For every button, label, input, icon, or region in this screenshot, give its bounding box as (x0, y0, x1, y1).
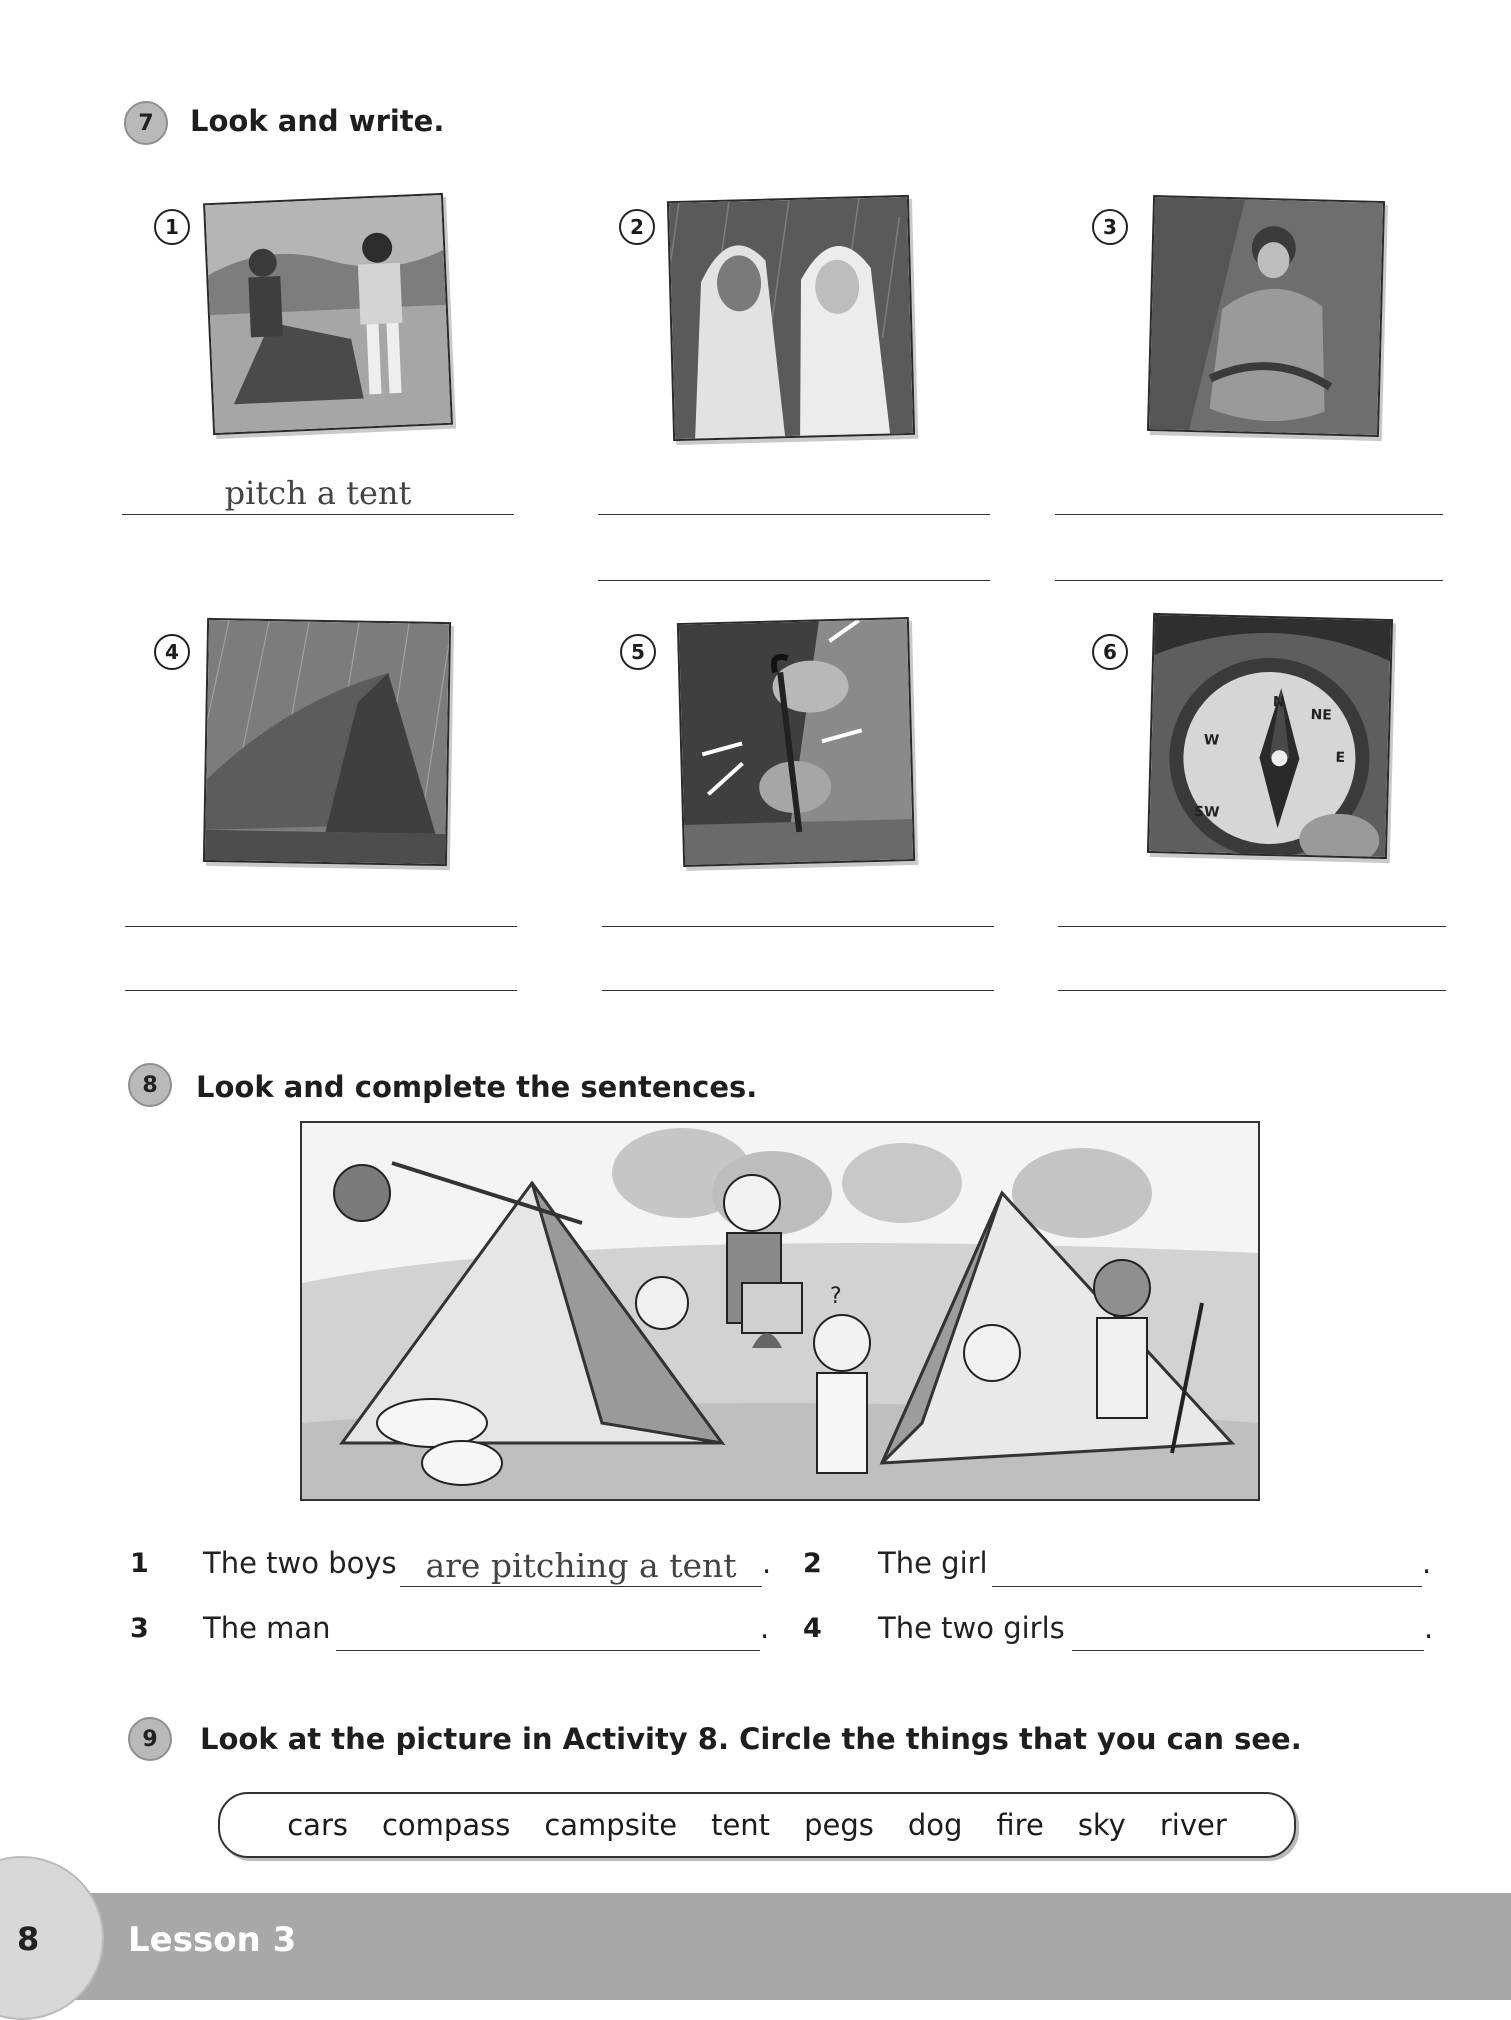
word-compass[interactable]: compass (381, 1808, 511, 1842)
sentence-2-line (992, 1586, 1422, 1587)
sentence-1-answer: are pitching a tent (425, 1546, 737, 1585)
answer-1: pitch a tent (224, 474, 412, 512)
sentence-number-1: 1 (130, 1548, 149, 1579)
sentence-1-line (400, 1586, 762, 1587)
answer-line-6a (1058, 926, 1446, 927)
sentence-2-end: . (1422, 1546, 1432, 1580)
picture-1-pitch-tent (203, 193, 453, 435)
sentence-3-text: The man (203, 1611, 331, 1645)
activity-8-title: Look and complete the sentences. (196, 1070, 758, 1104)
word-dog[interactable]: dog (907, 1808, 963, 1842)
picture-number-6: 6 (1092, 634, 1128, 670)
sentence-3-end: . (760, 1611, 770, 1645)
picture-2-raincoats (667, 195, 915, 441)
picture-6-compass (1147, 613, 1393, 859)
word-box (218, 1792, 1296, 1858)
picture-number-1: 1 (154, 209, 190, 245)
sentence-1-text: The two boys (203, 1546, 397, 1580)
picture-number-5: 5 (620, 634, 656, 670)
question-mark-label: ? (830, 1284, 842, 1309)
word-tent[interactable]: tent (711, 1808, 771, 1842)
picture-number-3: 3 (1092, 209, 1128, 245)
compass-letter-ne: NE (1310, 707, 1333, 724)
sentence-1-end: . (762, 1546, 772, 1580)
word-cars[interactable]: cars (287, 1808, 348, 1842)
word-fire[interactable]: fire (996, 1808, 1044, 1842)
compass-letter-sw: SW (1193, 804, 1220, 821)
lesson-label: Lesson 3 (128, 1920, 297, 1960)
answer-line-6b (1058, 990, 1446, 991)
sentence-number-4: 4 (803, 1613, 822, 1644)
answer-line-4a (125, 926, 517, 927)
compass-letter-n: N (1272, 694, 1285, 711)
compass-letter-e: E (1335, 749, 1346, 766)
picture-5-tent-peg (677, 617, 915, 867)
sentence-4-end: . (1424, 1611, 1434, 1645)
answer-line-2a (598, 514, 990, 515)
activity-9-title: Look at the picture in Activity 8. Circle the things that you can see. (200, 1722, 1302, 1756)
word-sky[interactable]: sky (1077, 1808, 1126, 1842)
answer-line-1a (122, 514, 514, 515)
word-campsite[interactable]: campsite (544, 1808, 678, 1842)
sentence-2-text: The girl (878, 1546, 988, 1580)
picture-4-tent-rain (203, 618, 451, 866)
answer-line-2b (598, 580, 990, 581)
answer-line-3b (1055, 580, 1443, 581)
sentence-number-3: 3 (130, 1613, 149, 1644)
picture-3-sleeping-bag (1147, 195, 1385, 437)
compass-letter-w: W (1203, 732, 1220, 749)
word-river[interactable]: river (1159, 1808, 1227, 1842)
sentence-4-line (1072, 1650, 1424, 1651)
page-number: 8 (17, 1920, 40, 1958)
answer-line-5b (602, 990, 994, 991)
activity-7-title: Look and write. (190, 104, 445, 138)
answer-line-4b (125, 990, 517, 991)
sentence-4-text: The two girls (878, 1611, 1065, 1645)
answer-line-5a (602, 926, 994, 927)
sentence-3-line (336, 1650, 760, 1651)
activity-9-number: 9 (128, 1717, 172, 1761)
answer-line-3a (1055, 514, 1443, 515)
picture-number-4: 4 (154, 634, 190, 670)
camping-scene-picture (300, 1121, 1260, 1501)
picture-number-2: 2 (619, 209, 655, 245)
sentence-number-2: 2 (803, 1548, 822, 1579)
word-pegs[interactable]: pegs (804, 1808, 874, 1842)
activity-7-number: 7 (124, 101, 168, 145)
activity-8-number: 8 (128, 1063, 172, 1107)
